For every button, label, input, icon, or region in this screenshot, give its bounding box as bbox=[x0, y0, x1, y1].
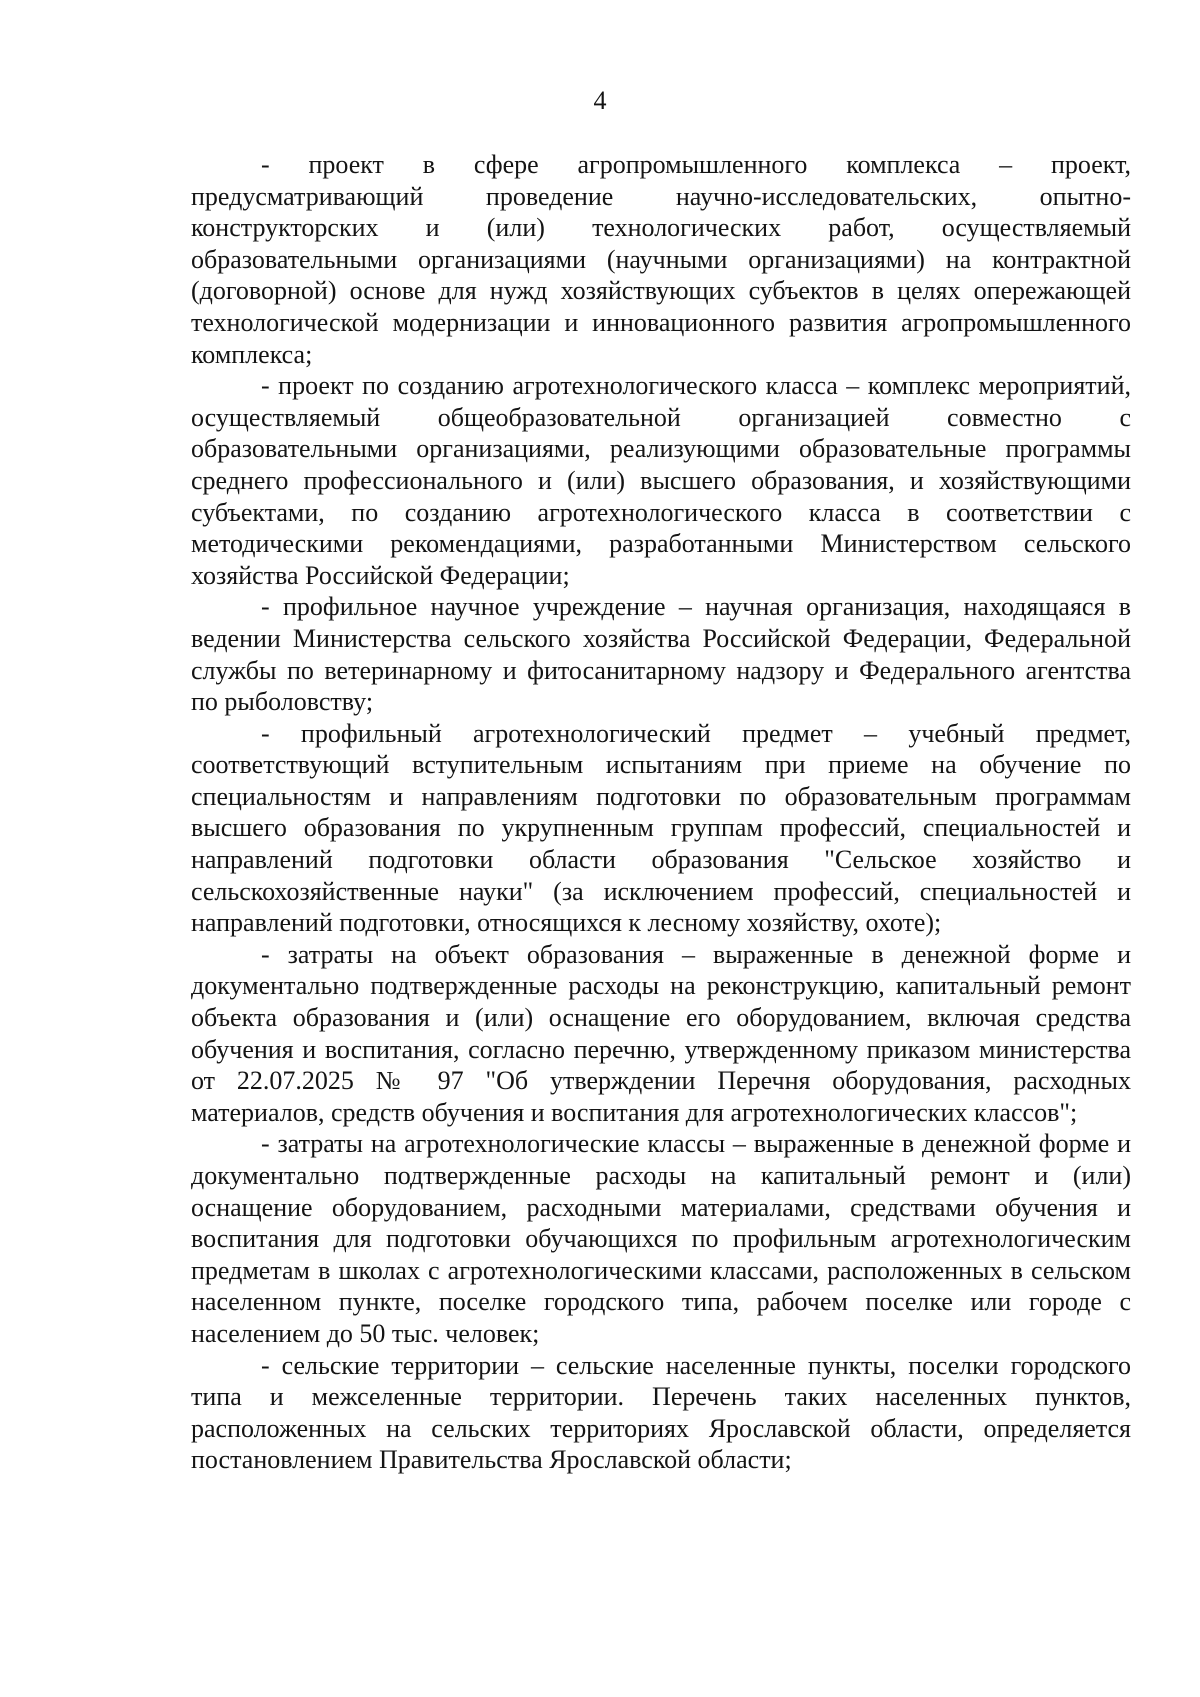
definition-paragraph: - проект в сфере агропромышленного комплекса – проект, предусматривающий проведение научно-исследовательских, опытно-конструкторских и (или) технологических работ, осуществляемый образовательными организациями (научными организациями) на контрактной (договорной) основе для нужд хозяйствующих субъектов в целях опережающей технологической модернизации и инновационного развития агропромышленного комплекса; bbox=[191, 150, 1131, 369]
definition-paragraph: - проект по созданию агротехнологического класса – комплекс мероприятий, осуществляемый общеобразовательной организацией совместно с образовательными организациями, реализующими образовательные программы среднего профессионального и (или) высшего образования, и хозяйствующими субъектами, по созданию агротехнологического класса в соответствии с методическими рекомендациями, разработанными Министерством сельского хозяйства Российской Федерации; bbox=[191, 371, 1131, 590]
document-body bbox=[191, 149, 1131, 1476]
definition-paragraph: - сельские территории – сельские населенные пункты, поселки городского типа и межселенные территории. Перечень таких населенных пунктов, расположенных на сельских территориях Ярославской области, определяется постановлением Правительства Ярославской области; bbox=[191, 1350, 1131, 1475]
definition-paragraph: - затраты на объект образования – выраженные в денежной форме и документально подтвержденные расходы на реконструкцию, капитальный ремонт объекта образования и (или) оснащение его оборудованием, включая средства обучения и воспитания, согласно перечню, утвержденному приказом министерства от 22.07.2025 № 97 "Об утверждении Перечня оборудования, расходных материалов, средств обучения и воспитания для агротехнологических классов"; bbox=[191, 939, 1131, 1127]
definition-paragraph: - профильный агротехнологический предмет – учебный предмет, соответствующий вступительным испытаниям при приеме на обучение по специальностям и направлениям подготовки по образовательным программам высшего образования по укрупненным группам профессий, специальностей и направлений подготовки области образования "Сельское хозяйство и сельскохозяйственные науки" (за исключением профессий, специальностей и направлений подготовки, относящихся к лесному хозяйству, охоте); bbox=[191, 718, 1131, 938]
page-number: 4 bbox=[593, 86, 607, 115]
definition-paragraph: - затраты на агротехнологические классы – выраженные в денежной форме и документально подтвержденные расходы на капитальный ремонт и (или) оснащение оборудованием, расходными материалами, средствами обучения и воспитания для подготовки обучающихся по профильным агротехнологическим предметам в школах с агротехнологическими классами, расположенных в сельском населенном пункте, поселке городского типа, рабочем поселке или городе с населением до 50 тыс. человек; bbox=[191, 1129, 1131, 1348]
definition-paragraph: - профильное научное учреждение – научная организация, находящаяся в ведении Министерства сельского хозяйства Российской Федерации, Федеральной службы по ветеринарному и фитосанитарному надзору и Федерального агентства по рыболовству; bbox=[191, 592, 1131, 717]
